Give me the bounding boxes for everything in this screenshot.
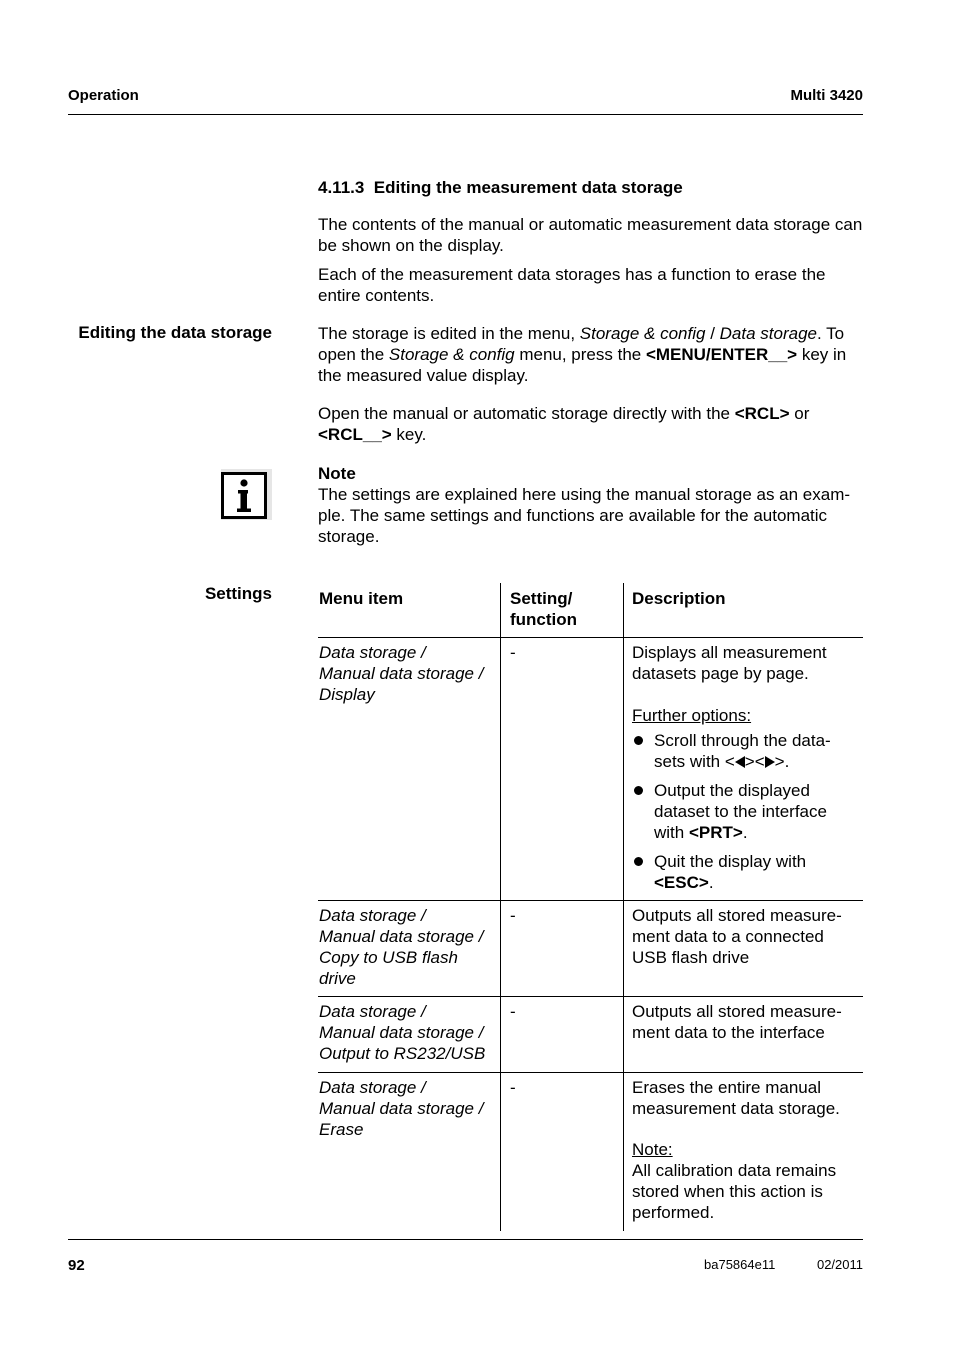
header-rule [68,114,863,115]
section-title: Editing the measurement data storage [373,178,683,197]
editing-paragraph-2: Open the manual or automatic storage directly with the <RCL> or <RCL__> key. [318,404,810,444]
list-item: Scroll through the data-sets with < >< >. [632,730,860,772]
side-label-editing: Editing the data storage [78,323,272,342]
arrow-right-icon [765,756,775,768]
column-divider-1 [500,583,501,1231]
header-right: Multi 3420 [790,87,863,104]
editing-paragraph-1: The storage is edited in the menu, Storage & config / Data storage. To open the Storage & config menu, press the <MENU/ENTER__> key in the measured value display. [318,324,847,385]
row-divider-1 [318,900,863,901]
column-header-description: Description [632,589,726,608]
header-left: Operation [68,87,139,104]
list-item: Quit the display with <ESC>. [632,851,860,893]
table-row-2-menu: Data storage / Manual data storage / Copy to USB flash drive [319,906,484,988]
menu-path-storage-config: Storage & config [579,324,706,343]
key-rcl: <RCL> [734,404,790,423]
column-divider-2 [623,583,624,1231]
table-row-3-description: Outputs all stored measure-ment data to the interface [632,1002,842,1042]
table-row-1-setting: - [510,643,516,662]
table-row-1-menu: Data storage / Manual data storage / Display [319,643,484,704]
row-divider-2 [318,996,863,997]
further-options-label: Further options: [632,706,752,725]
table-row-3-menu: Data storage / Manual data storage / Output to RS232/USB [319,1002,486,1063]
table-row-4-setting: - [510,1078,516,1097]
key-prt: <PRT> [688,823,743,842]
row-divider-header [318,637,863,638]
column-header-setting: Setting/ function [510,589,578,629]
key-esc: <ESC> [654,873,709,892]
document-date: 02/2011 [816,1257,863,1272]
side-label-settings: Settings [204,584,272,603]
note-label: Note: [632,1140,673,1159]
note-title: Note [318,464,356,483]
footer-rule [68,1239,863,1240]
table-row-2-setting: - [510,906,516,925]
menu-name-storage-config: Storage & config [388,345,515,364]
section-heading [318,178,683,198]
row-divider-3 [318,1072,863,1073]
list-item: Output the displayed dataset to the interface with <PRT>. [632,780,860,843]
note-detail: All calibration data remains stored when this action is performed. [632,1161,837,1222]
page-number: 92 [68,1257,85,1274]
table-row-4-description: Erases the entire manual measurement data storage. Note: All calibration data remains stored when this action is performed. [632,1077,857,1223]
section-number: 4.11.3 [318,178,365,197]
key-rcl-long: <RCL__> [318,425,392,444]
info-icon [221,469,272,520]
intro-paragraph-1: The contents of the manual or automatic measurement data storage can be shown on the display. [318,215,863,255]
note-text: The settings are explained here using the manual storage as an exam-ple. The same settings and functions are available for the automatic storage. [318,485,851,546]
key-menu-enter: <MENU/ENTER__> [645,345,798,364]
arrow-left-icon [735,756,745,768]
table-row-4-menu: Data storage / Manual data storage / Erase [319,1078,484,1139]
table-row-1-description: Displays all measurement datasets page by page. Further options: Scroll through the data-sets with < >< >. Output the displayed dataset to the interface with <PRT>. Quit the display with <ESC>. [632,642,860,893]
column-header-menu-item: Menu item [319,589,404,608]
intro-paragraph-2: Each of the measurement data storages has a function to erase the entire contents. [318,265,826,305]
menu-path-data-storage: Data storage [719,324,817,343]
document-id: ba75864e11 [704,1257,776,1272]
table-row-3-setting: - [510,1002,516,1021]
table-row-2-description: Outputs all stored measure-ment data to a connected USB flash drive [632,906,842,967]
